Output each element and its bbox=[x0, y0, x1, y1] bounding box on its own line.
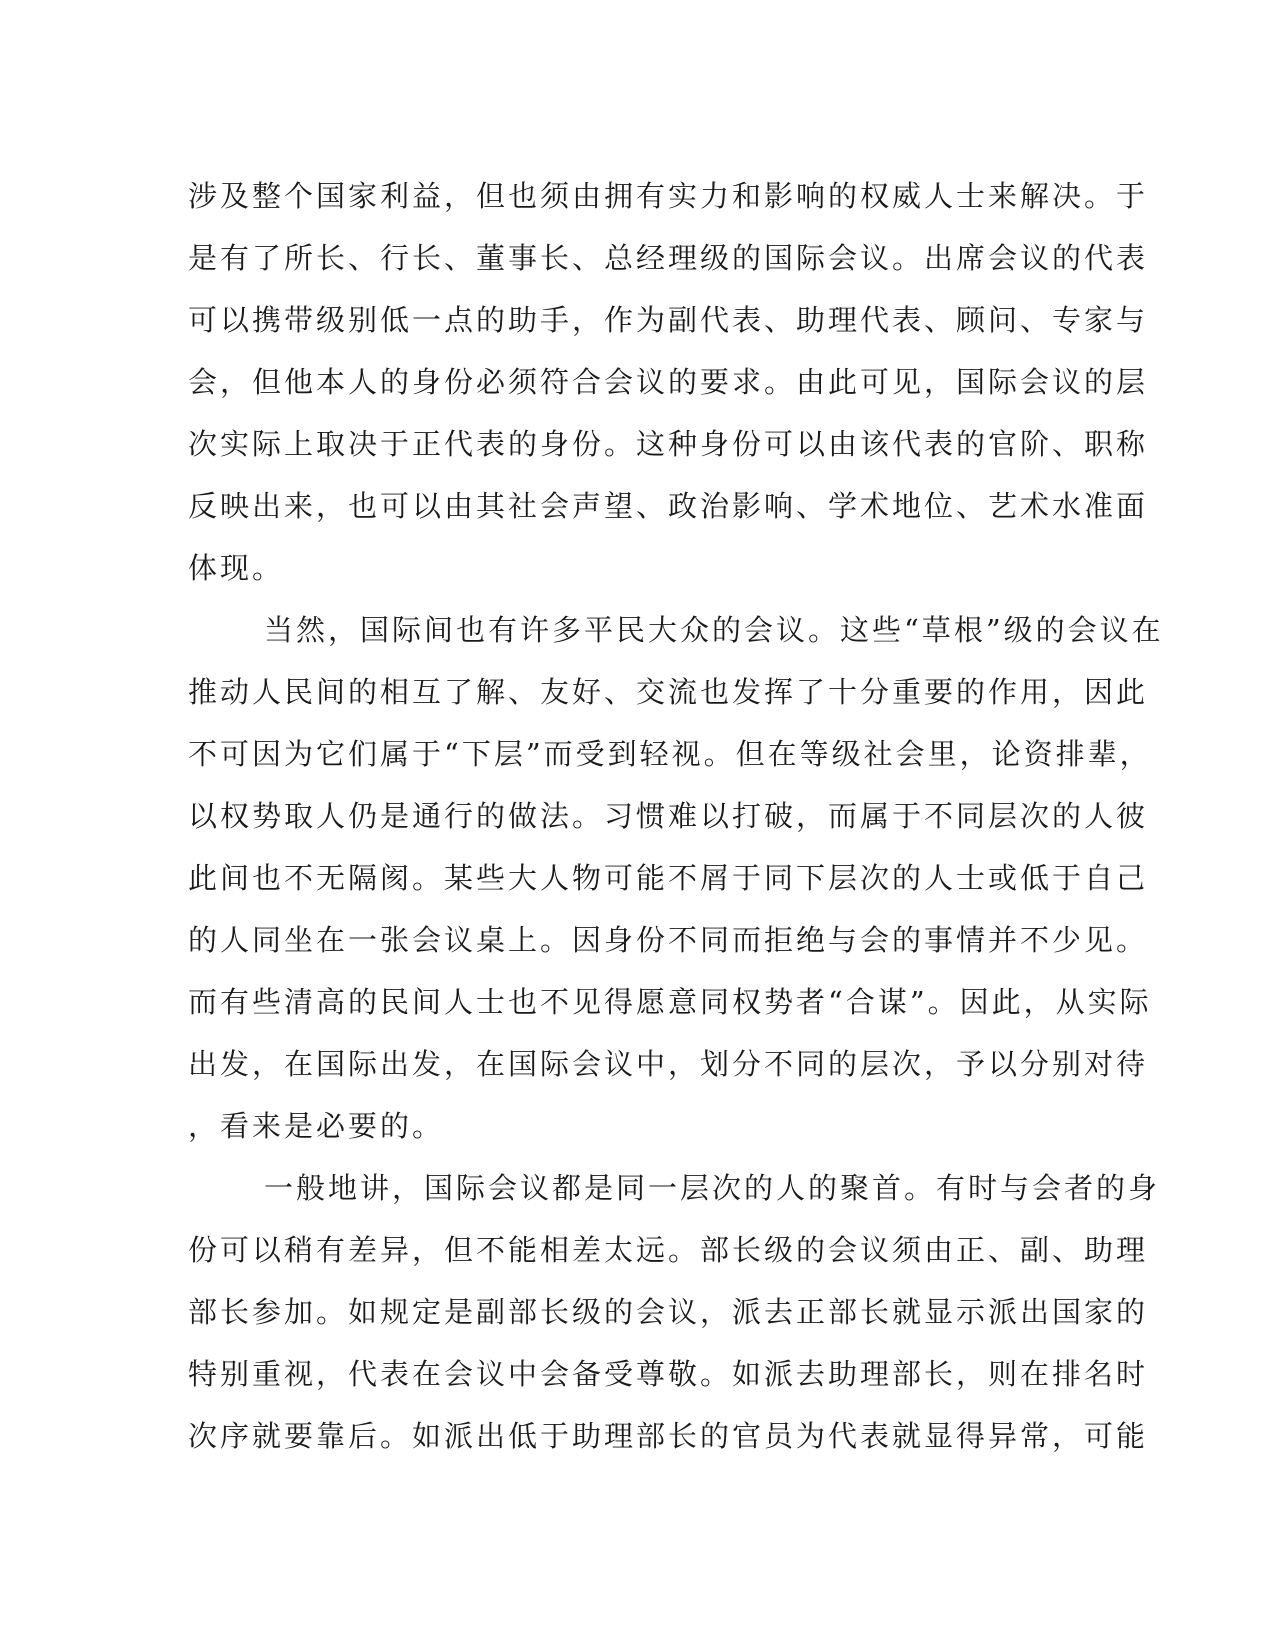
text-line: 涉及整个国家利益，但也须由拥有实力和影响的权威人士来解决。于 bbox=[188, 179, 1149, 213]
text-line: 此间也不无隔阂。某些大人物可能不屑于同下层次的人士或低于自己 bbox=[188, 861, 1149, 895]
text-line: 部长参加。如规定是副部长级的会议，派去正部长就显示派出国家的 bbox=[188, 1295, 1149, 1329]
text-line: 次序就要靠后。如派出低于助理部长的官员为代表就显得异常，可能 bbox=[188, 1419, 1149, 1453]
text-line: 会，但他本人的身份必须符合会议的要求。由此可见，国际会议的层 bbox=[188, 365, 1149, 399]
text-line: 次实际上取决于正代表的身份。这种身份可以由该代表的官阶、职称 bbox=[188, 427, 1149, 461]
document-body bbox=[188, 165, 1164, 1467]
text-line: 特别重视，代表在会议中会备受尊敬。如派去助理部长，则在排名时 bbox=[188, 1357, 1149, 1391]
text-line: ，看来是必要的。 bbox=[188, 1109, 445, 1143]
text-line: 可以携带级别低一点的助手，作为副代表、助理代表、顾问、专家与 bbox=[188, 303, 1149, 337]
text-line: 体现。 bbox=[188, 551, 285, 585]
text-line: 推动人民间的相互了解、友好、交流也发挥了十分重要的作用，因此 bbox=[188, 675, 1149, 709]
text-line: 反映出来，也可以由其社会声望、政治影响、学术地位、艺术水准面 bbox=[188, 489, 1149, 523]
text-line: 以权势取人仍是通行的做法。习惯难以打破，而属于不同层次的人彼 bbox=[188, 799, 1149, 833]
paragraph-first-line: 一般地讲，国际会议都是同一层次的人的聚首。有时与会者的身 bbox=[264, 1171, 1161, 1205]
text-line: 份可以稍有差异，但不能相差太远。部长级的会议须由正、副、助理 bbox=[188, 1233, 1149, 1267]
text-line: 而有些清高的民间人士也不见得愿意同权势者“合谋”。因此，从实际 bbox=[188, 985, 1152, 1019]
text-line: 不可因为它们属于“下层”而受到轻视。但在等级社会里，论资排辈， bbox=[188, 737, 1152, 771]
text-line: 的人同坐在一张会议桌上。因身份不同而拒绝与会的事情并不少见。 bbox=[188, 923, 1149, 957]
text-line: 是有了所长、行长、董事长、总经理级的国际会议。出席会议的代表 bbox=[188, 241, 1149, 275]
paragraph-first-line: 当然，国际间也有许多平民大众的会议。这些“草根”级的会议在 bbox=[264, 613, 1164, 647]
text-line: 出发，在国际出发，在国际会议中，划分不同的层次，予以分别对待 bbox=[188, 1047, 1149, 1081]
